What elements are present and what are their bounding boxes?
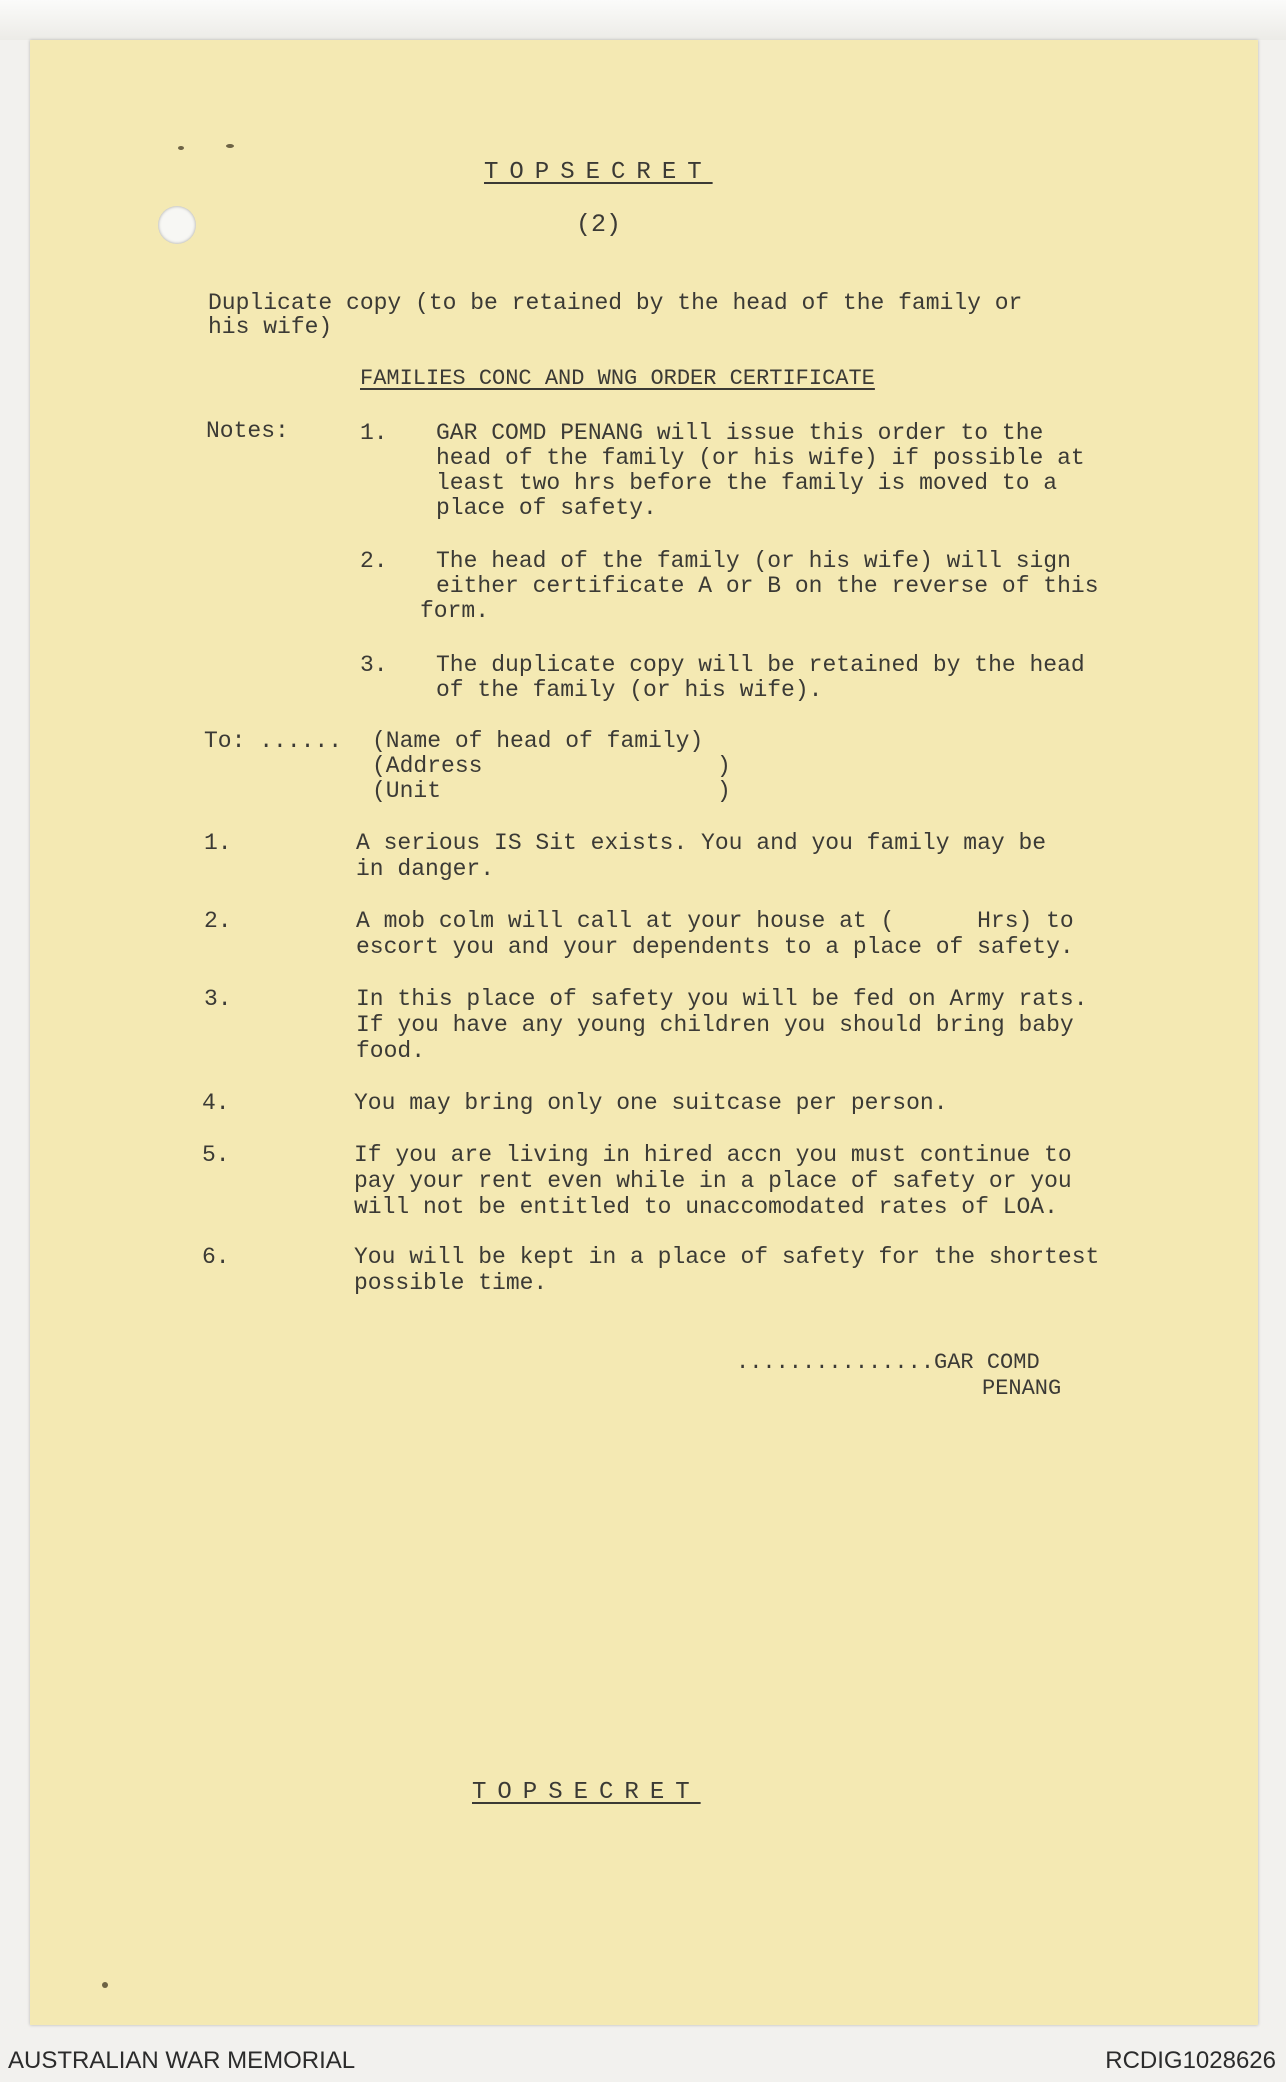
paragraph-number: 2.: [204, 908, 232, 934]
notes-label: Notes:: [206, 418, 289, 444]
top-strip: [0, 0, 1286, 40]
paragraph-line: pay your rent even while in a place of safety or you: [354, 1168, 1072, 1194]
paragraph-number: 3.: [204, 986, 232, 1012]
paragraph-line: You may bring only one suitcase per person.: [354, 1090, 948, 1116]
speck: [178, 146, 184, 150]
to-line-name: (Name of head of family): [372, 728, 704, 754]
note-line: head of the family (or his wife) if possible at: [436, 445, 1085, 471]
intro-line-2: his wife): [208, 314, 333, 340]
paragraph-line: possible time.: [354, 1270, 548, 1296]
to-label: To: ......: [204, 728, 343, 754]
note-line: place of safety.: [436, 495, 657, 521]
page-number: (2): [576, 210, 622, 239]
note-line: either certificate A or B on the reverse of this: [436, 573, 1099, 599]
footer-right: RCDIG1028626: [1105, 2047, 1276, 2074]
paragraph-line: food.: [356, 1038, 426, 1064]
paragraph-number: 6.: [202, 1244, 230, 1270]
note-line: form.: [420, 598, 490, 624]
paragraph-line: A mob colm will call at your house at ( Hrs) to: [356, 908, 1074, 934]
speck: [226, 144, 234, 148]
footer-left: AUSTRALIAN WAR MEMORIAL: [8, 2047, 356, 2074]
punch-hole: [158, 206, 196, 244]
paragraph-line: If you have any young children you should bring baby: [356, 1012, 1074, 1038]
signature-line-2: PENANG: [982, 1376, 1062, 1401]
paragraph-number: 4.: [202, 1090, 230, 1116]
note-line: least two hrs before the family is moved to a: [436, 470, 1058, 496]
paragraph-line: You will be kept in a place of safety for the shortest: [354, 1244, 1100, 1270]
note-number: 3.: [360, 652, 388, 678]
document-title: FAMILIES CONC AND WNG ORDER CERTIFICATE: [360, 366, 875, 391]
paragraph-number: 5.: [202, 1142, 230, 1168]
paragraph-line: In this place of safety you will be fed on Army rats.: [356, 986, 1088, 1012]
note-line: GAR COMD PENANG will issue this order to the: [436, 420, 1044, 446]
classification-top: TOPSECRET: [484, 159, 713, 186]
paragraph-number: 1.: [204, 830, 232, 856]
to-line-unit: (Unit ): [372, 778, 731, 804]
intro-line-1: Duplicate copy (to be retained by the head of the family or: [208, 290, 1023, 316]
note-line: The head of the family (or his wife) will sign: [436, 548, 1071, 574]
paragraph-line: If you are living in hired accn you must continue to: [354, 1142, 1072, 1168]
note-line: The duplicate copy will be retained by the head: [436, 652, 1085, 678]
note-number: 1.: [360, 420, 388, 446]
speck: [102, 1982, 108, 1988]
note-line: of the family (or his wife).: [436, 677, 823, 703]
paragraph-line: A serious IS Sit exists. You and you family may be: [356, 830, 1047, 856]
to-line-address: (Address ): [372, 753, 731, 779]
signature-line-1: ...............GAR COMD: [736, 1350, 1040, 1375]
paragraph-line: in danger.: [356, 856, 495, 882]
paragraph-line: escort you and your dependents to a place of safety.: [356, 934, 1074, 960]
note-number: 2.: [360, 548, 388, 574]
classification-bottom: TOPSECRET: [472, 1779, 701, 1806]
paragraph-line: will not be entitled to unaccomodated rates of LOA.: [354, 1194, 1058, 1220]
